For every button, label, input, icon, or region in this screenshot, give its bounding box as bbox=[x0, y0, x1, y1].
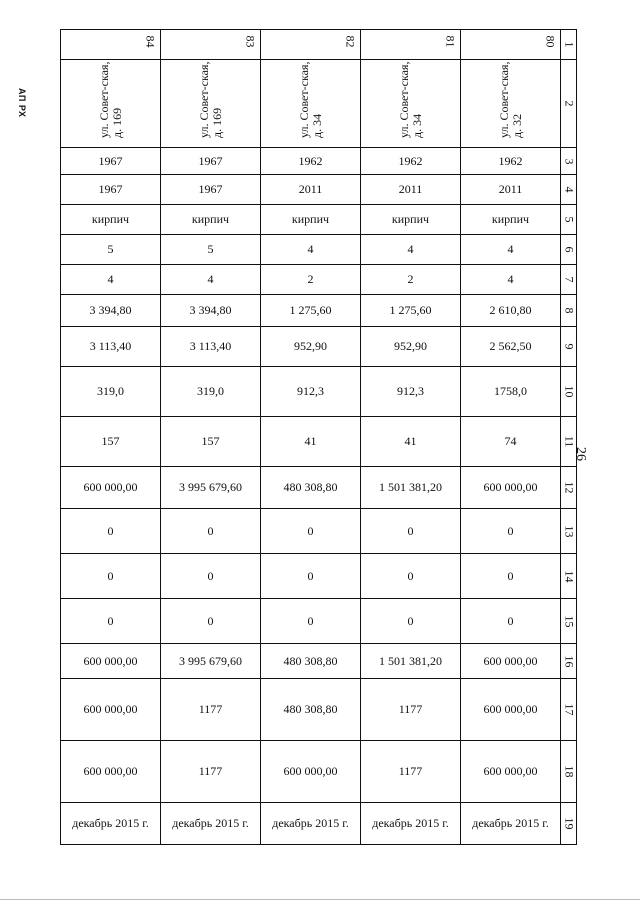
cell-year_built: 1967 bbox=[161, 148, 261, 175]
cell-address bbox=[61, 60, 161, 148]
column-number bbox=[561, 644, 577, 679]
cell-material: кирпич bbox=[161, 205, 261, 235]
column-number-label: 10 bbox=[562, 385, 576, 398]
cell-nonresidential_area: 912,3 bbox=[361, 367, 461, 417]
address-text: ул. Совет-ская, д. 169 bbox=[96, 61, 124, 138]
cell-num bbox=[161, 30, 261, 60]
cell-col14: 0 bbox=[161, 554, 261, 599]
cell-col15: 0 bbox=[261, 599, 361, 644]
column-number bbox=[561, 554, 577, 599]
row-number: 81 bbox=[443, 35, 458, 48]
field-row-2 bbox=[61, 60, 577, 148]
column-number-label: 4 bbox=[562, 186, 576, 193]
cell-entrances: 4 bbox=[461, 265, 561, 295]
cell-col18: 1177 bbox=[161, 741, 261, 803]
cell-col13: 0 bbox=[161, 509, 261, 554]
cell-residents: 41 bbox=[261, 417, 361, 467]
field-row-9 bbox=[61, 327, 577, 367]
cell-material: кирпич bbox=[461, 205, 561, 235]
cell-col14: 0 bbox=[261, 554, 361, 599]
cell-col12: 3 995 679,60 bbox=[161, 467, 261, 509]
cell-col13: 0 bbox=[361, 509, 461, 554]
column-number bbox=[561, 205, 577, 235]
cell-residents: 74 bbox=[461, 417, 561, 467]
column-number bbox=[561, 295, 577, 327]
cell-col16: 600 000,00 bbox=[461, 644, 561, 679]
column-number bbox=[561, 741, 577, 803]
cell-col18: 600 000,00 bbox=[61, 741, 161, 803]
column-number-label: 14 bbox=[562, 570, 576, 582]
cell-residential_area: 2 562,50 bbox=[461, 327, 561, 367]
row-number: 82 bbox=[343, 35, 358, 48]
cell-deadline: декабрь 2015 г. bbox=[61, 803, 161, 845]
page-number: 26 bbox=[573, 447, 588, 461]
cell-col16: 480 308,80 bbox=[261, 644, 361, 679]
field-row-8 bbox=[61, 295, 577, 327]
cell-num bbox=[461, 30, 561, 60]
row-number: 83 bbox=[243, 35, 258, 48]
cell-col17: 1177 bbox=[361, 679, 461, 741]
column-number bbox=[561, 30, 577, 60]
cell-col17: 600 000,00 bbox=[461, 679, 561, 741]
cell-col12: 600 000,00 bbox=[61, 467, 161, 509]
cell-floors: 5 bbox=[61, 235, 161, 265]
field-row-4 bbox=[61, 175, 577, 205]
address-text: ул. Совет-ская, д. 34 bbox=[296, 61, 324, 138]
field-row-19 bbox=[61, 803, 577, 845]
field-row-1 bbox=[61, 30, 577, 60]
address-text: ул. Совет-ская, д. 34 bbox=[396, 61, 424, 138]
cell-residential_area: 3 113,40 bbox=[161, 327, 261, 367]
field-row-18 bbox=[61, 741, 577, 803]
cell-col17: 480 308,80 bbox=[261, 679, 361, 741]
cell-num bbox=[261, 30, 361, 60]
column-number-label: 7 bbox=[562, 276, 576, 283]
column-number-label: 12 bbox=[562, 481, 576, 494]
field-row-14 bbox=[61, 554, 577, 599]
cell-residential_area: 952,90 bbox=[261, 327, 361, 367]
cell-col18: 600 000,00 bbox=[461, 741, 561, 803]
column-number-label: 16 bbox=[562, 655, 576, 667]
cell-num bbox=[361, 30, 461, 60]
field-row-5 bbox=[61, 205, 577, 235]
cell-col14: 0 bbox=[461, 554, 561, 599]
cell-floors: 4 bbox=[261, 235, 361, 265]
housing-table bbox=[60, 29, 577, 845]
cell-address bbox=[461, 60, 561, 148]
field-row-15 bbox=[61, 599, 577, 644]
cell-col15: 0 bbox=[461, 599, 561, 644]
cell-material: кирпич bbox=[261, 205, 361, 235]
cell-year_built: 1967 bbox=[61, 148, 161, 175]
cell-nonresidential_area: 1758,0 bbox=[461, 367, 561, 417]
column-number bbox=[561, 367, 577, 417]
cell-residents: 157 bbox=[61, 417, 161, 467]
cell-address bbox=[261, 60, 361, 148]
column-number bbox=[561, 60, 577, 148]
cell-total_area: 1 275,60 bbox=[261, 295, 361, 327]
cell-deadline: декабрь 2015 г. bbox=[161, 803, 261, 845]
cell-residential_area: 952,90 bbox=[361, 327, 461, 367]
field-row-11 bbox=[61, 417, 577, 467]
column-number-label: 3 bbox=[562, 158, 576, 164]
cell-col12: 480 308,80 bbox=[261, 467, 361, 509]
cell-num bbox=[61, 30, 161, 60]
cell-year_renovated: 1967 bbox=[61, 175, 161, 205]
field-row-16 bbox=[61, 644, 577, 679]
column-number-label: 15 bbox=[562, 615, 576, 627]
column-number bbox=[561, 148, 577, 175]
column-number-label: 2 bbox=[562, 100, 576, 107]
cell-entrances: 2 bbox=[361, 265, 461, 295]
cell-residents: 157 bbox=[161, 417, 261, 467]
cell-col16: 3 995 679,60 bbox=[161, 644, 261, 679]
column-number-label: 13 bbox=[562, 525, 576, 537]
field-row-10 bbox=[61, 367, 577, 417]
field-row-6 bbox=[61, 235, 577, 265]
column-number bbox=[561, 509, 577, 554]
address-text: ул. Совет-ская, д. 169 bbox=[196, 61, 224, 138]
row-number: 80 bbox=[543, 35, 558, 48]
column-number bbox=[561, 327, 577, 367]
cell-col16: 600 000,00 bbox=[61, 644, 161, 679]
cell-entrances: 4 bbox=[61, 265, 161, 295]
column-number-label: 5 bbox=[562, 216, 576, 223]
cell-col12: 600 000,00 bbox=[461, 467, 561, 509]
cell-deadline: декабрь 2015 г. bbox=[461, 803, 561, 845]
column-number-label: 1 bbox=[562, 41, 576, 48]
cell-material: кирпич bbox=[61, 205, 161, 235]
column-number bbox=[561, 679, 577, 741]
cell-total_area: 3 394,80 bbox=[161, 295, 261, 327]
cell-deadline: декабрь 2015 г. bbox=[361, 803, 461, 845]
column-number bbox=[561, 467, 577, 509]
field-row-12 bbox=[61, 467, 577, 509]
cell-year_built: 1962 bbox=[261, 148, 361, 175]
column-number bbox=[561, 417, 577, 467]
column-number bbox=[561, 175, 577, 205]
cell-col14: 0 bbox=[361, 554, 461, 599]
column-number-label: 9 bbox=[562, 343, 576, 350]
cell-entrances: 2 bbox=[261, 265, 361, 295]
cell-deadline: декабрь 2015 г. bbox=[261, 803, 361, 845]
column-number bbox=[561, 265, 577, 295]
cell-col17: 1177 bbox=[161, 679, 261, 741]
cell-entrances: 4 bbox=[161, 265, 261, 295]
cell-residents: 41 bbox=[361, 417, 461, 467]
cell-year_built: 1962 bbox=[461, 148, 561, 175]
cell-material: кирпич bbox=[361, 205, 461, 235]
cell-total_area: 2 610,80 bbox=[461, 295, 561, 327]
cell-col13: 0 bbox=[461, 509, 561, 554]
column-number-label: 18 bbox=[562, 765, 576, 778]
cell-col13: 0 bbox=[261, 509, 361, 554]
row-number: 84 bbox=[143, 35, 158, 48]
field-row-7 bbox=[61, 265, 577, 295]
cell-col15: 0 bbox=[361, 599, 461, 644]
address-text: ул. Совет-ская, д. 32 bbox=[496, 61, 524, 138]
cell-col14: 0 bbox=[61, 554, 161, 599]
cell-year_renovated: 2011 bbox=[461, 175, 561, 205]
column-number-label: 6 bbox=[562, 246, 576, 253]
field-row-17 bbox=[61, 679, 577, 741]
cell-col16: 1 501 381,20 bbox=[361, 644, 461, 679]
cell-col18: 1177 bbox=[361, 741, 461, 803]
bottom-divider bbox=[0, 899, 640, 900]
cell-nonresidential_area: 319,0 bbox=[61, 367, 161, 417]
column-number bbox=[561, 235, 577, 265]
column-number-label: 19 bbox=[562, 817, 576, 830]
column-number bbox=[561, 599, 577, 644]
cell-col18: 600 000,00 bbox=[261, 741, 361, 803]
cell-col13: 0 bbox=[61, 509, 161, 554]
cell-col15: 0 bbox=[61, 599, 161, 644]
cell-year_renovated: 1967 bbox=[161, 175, 261, 205]
cell-nonresidential_area: 319,0 bbox=[161, 367, 261, 417]
cell-col12: 1 501 381,20 bbox=[361, 467, 461, 509]
cell-nonresidential_area: 912,3 bbox=[261, 367, 361, 417]
cell-residential_area: 3 113,40 bbox=[61, 327, 161, 367]
column-number-label: 17 bbox=[562, 703, 576, 716]
cell-total_area: 1 275,60 bbox=[361, 295, 461, 327]
cell-address bbox=[361, 60, 461, 148]
cell-col17: 600 000,00 bbox=[61, 679, 161, 741]
column-number-label: 11 bbox=[562, 435, 576, 448]
cell-year_renovated: 2011 bbox=[261, 175, 361, 205]
cell-address bbox=[161, 60, 261, 148]
cell-floors: 4 bbox=[461, 235, 561, 265]
column-number bbox=[561, 803, 577, 845]
cell-floors: 4 bbox=[361, 235, 461, 265]
field-row-3 bbox=[61, 148, 577, 175]
cell-floors: 5 bbox=[161, 235, 261, 265]
cell-total_area: 3 394,80 bbox=[61, 295, 161, 327]
cell-year_renovated: 2011 bbox=[361, 175, 461, 205]
cell-year_built: 1962 bbox=[361, 148, 461, 175]
cell-col15: 0 bbox=[161, 599, 261, 644]
column-number-label: 8 bbox=[562, 307, 576, 314]
archive-stamp: АП РХ bbox=[17, 88, 27, 118]
field-row-13 bbox=[61, 509, 577, 554]
